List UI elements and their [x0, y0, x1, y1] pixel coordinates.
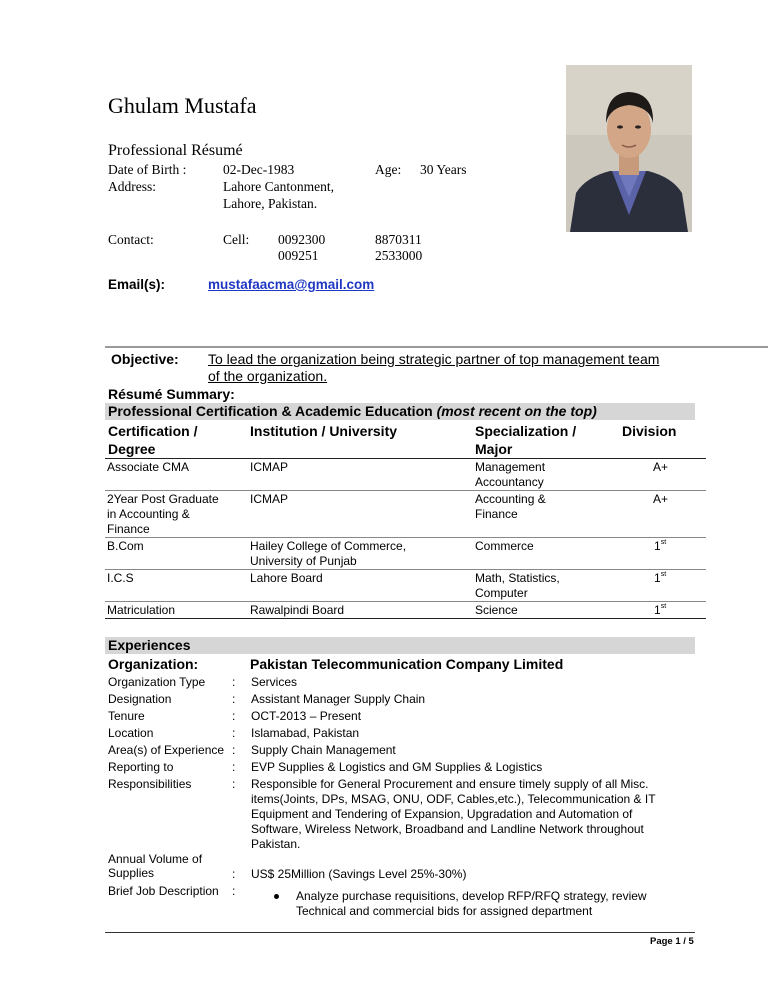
- experience-title: Experiences: [108, 637, 191, 653]
- bullet-icon: [274, 894, 279, 899]
- brief-label: Brief Job Description: [108, 884, 219, 898]
- row-rule: [105, 601, 706, 602]
- age-value: 30 Years: [420, 162, 467, 177]
- field-value: Assistant Manager Supply Chain: [251, 692, 426, 706]
- field-value: Services: [251, 675, 298, 689]
- person-portrait-icon: [566, 65, 692, 232]
- row-rule: [105, 490, 706, 491]
- col-header-division: Division: [622, 423, 677, 439]
- cert-cell: B.Com: [107, 539, 144, 553]
- field-value: EVP Supplies & Logistics and GM Supplies & Logistics: [251, 760, 543, 774]
- col-header-institution: Institution / University: [250, 423, 398, 439]
- education-note: (most recent on the top): [436, 403, 597, 419]
- institution-cell-line-2: University of Punjab: [250, 554, 357, 568]
- division-cell: [654, 571, 666, 586]
- cert-cell-line-2: in Accounting &: [107, 507, 190, 521]
- institution-cell: Hailey College of Commerce,: [250, 539, 407, 553]
- field-value: OCT-2013 – Present: [251, 709, 362, 723]
- row-rule: [105, 537, 706, 538]
- organization-value: Pakistan Telecommunication Company Limited: [250, 656, 564, 672]
- col-header-spec-1: Specialization /: [475, 423, 577, 439]
- field-label: Designation: [108, 692, 172, 706]
- division-value: 1: [654, 571, 661, 585]
- col-header-spec-2: Major: [475, 441, 513, 457]
- field-label: Tenure: [108, 709, 145, 723]
- brief-bullet-line-1: Analyze purchase requisitions, develop RFP/RFQ strategy, review: [296, 889, 647, 903]
- field-colon: :: [232, 760, 236, 774]
- field-label: Reporting to: [108, 760, 174, 774]
- cert-cell: I.C.S: [107, 571, 134, 585]
- volume-label-line-1: Annual Volume of: [108, 852, 203, 866]
- field-value: Supply Chain Management: [251, 743, 396, 757]
- brief-colon: :: [232, 884, 236, 898]
- cell-label: Cell:: [223, 232, 250, 247]
- spec-cell-line-2: Finance: [475, 507, 518, 521]
- brief-bullet-line-2: Technical and commercial bids for assigned department: [296, 904, 593, 918]
- education-title: Professional Certification & Academic Education: [108, 403, 437, 419]
- division-cell: A+: [653, 492, 669, 506]
- responsibilities-label: Responsibilities: [108, 777, 192, 791]
- cell-1-prefix: 0092300: [278, 232, 326, 247]
- footer-rule: [105, 932, 695, 933]
- volume-value: US$ 25Million (Savings Level 25%-30%): [251, 867, 467, 881]
- cert-cell: Associate CMA: [107, 460, 190, 474]
- division-suffix: st: [660, 603, 667, 610]
- responsibilities-colon: :: [232, 777, 236, 791]
- col-header-cert-2: Degree: [108, 441, 156, 457]
- institution-cell: ICMAP: [250, 460, 289, 474]
- responsibilities-line: Software, Wireless Network, Broadband and Landline Network throughout: [251, 822, 644, 836]
- field-colon: :: [232, 743, 236, 757]
- experience-band: [105, 637, 695, 654]
- division-suffix: st: [660, 571, 667, 578]
- header-divider: [105, 346, 768, 348]
- field-colon: :: [232, 726, 236, 740]
- objective-line-2: of the organization.: [208, 368, 328, 384]
- dob-label: Date of Birth :: [108, 162, 187, 177]
- volume-label-line-2: Supplies: [108, 866, 155, 880]
- field-label: Organization Type: [108, 675, 206, 689]
- responsibilities-line: Pakistan.: [251, 837, 301, 851]
- cert-cell-line-3: Finance: [107, 522, 150, 536]
- institution-cell: Rawalpindi Board: [250, 603, 345, 617]
- address-label: Address:: [108, 179, 156, 194]
- division-value: 1: [654, 603, 661, 617]
- organization-label: Organization:: [108, 656, 199, 672]
- table-header-rule: [105, 458, 706, 459]
- field-label: Location: [108, 726, 154, 740]
- email-link[interactable]: mustafaacma@gmail.com: [208, 277, 375, 292]
- division-suffix: st: [660, 539, 667, 546]
- spec-cell: Accounting &: [475, 492, 546, 506]
- email-label: Email(s):: [108, 277, 166, 292]
- spec-cell: Commerce: [475, 539, 534, 553]
- field-colon: :: [232, 709, 236, 723]
- field-colon: :: [232, 675, 236, 689]
- resume-summary-label: Résumé Summary:: [108, 386, 235, 402]
- spec-cell: Science: [475, 603, 518, 617]
- responsibilities-line: items(Joints, DPs, MSAG, ONU, ODF, Cables,etc.), Telecommunication & IT: [251, 792, 656, 806]
- division-value: 1: [654, 539, 661, 553]
- volume-colon: :: [232, 867, 236, 881]
- profile-photo: [566, 65, 692, 232]
- responsibilities-line: Equipment and Tendering of Expansion, Upgradation and Automation of: [251, 807, 633, 821]
- cert-cell: 2Year Post Graduate: [107, 492, 219, 506]
- spec-cell: Management: [475, 460, 546, 474]
- address-line-1: Lahore Cantonment,: [223, 179, 334, 194]
- candidate-name: Ghulam Mustafa: [108, 93, 257, 118]
- page-number: Page 1 / 5: [650, 936, 694, 947]
- address-line-2: Lahore, Pakistan.: [223, 196, 318, 211]
- cert-cell: Matriculation: [107, 603, 176, 617]
- division-cell: [654, 603, 666, 618]
- cell-2-number: 2533000: [375, 248, 423, 263]
- row-rule: [105, 569, 706, 570]
- spec-cell-line-2: Computer: [475, 586, 528, 600]
- objective-line-1: To lead the organization being strategic partner of top management team: [208, 351, 660, 367]
- dob-value: 02-Dec-1983: [223, 162, 295, 177]
- col-header-cert-1: Certification /: [108, 423, 198, 439]
- division-cell: [654, 539, 666, 554]
- cell-1-number: 8870311: [375, 232, 422, 247]
- division-cell: A+: [653, 460, 669, 474]
- institution-cell: Lahore Board: [250, 571, 323, 585]
- contact-label: Contact:: [108, 232, 154, 247]
- institution-cell: ICMAP: [250, 492, 289, 506]
- table-bottom-rule: [105, 618, 706, 619]
- field-label: Area(s) of Experience: [108, 743, 225, 757]
- age-label: Age:: [375, 162, 402, 177]
- cell-2-prefix: 009251: [278, 248, 319, 263]
- education-band-title: [108, 403, 597, 420]
- field-colon: :: [232, 692, 236, 706]
- resume-subtitle: Professional Résumé: [108, 142, 243, 159]
- responsibilities-line: Responsible for General Procurement and ensure timely supply of all Misc.: [251, 777, 649, 791]
- spec-cell-line-2: Accountancy: [475, 475, 544, 489]
- field-value: Islamabad, Pakistan: [251, 726, 360, 740]
- spec-cell: Math, Statistics,: [475, 571, 560, 585]
- objective-label: Objective:: [111, 351, 179, 367]
